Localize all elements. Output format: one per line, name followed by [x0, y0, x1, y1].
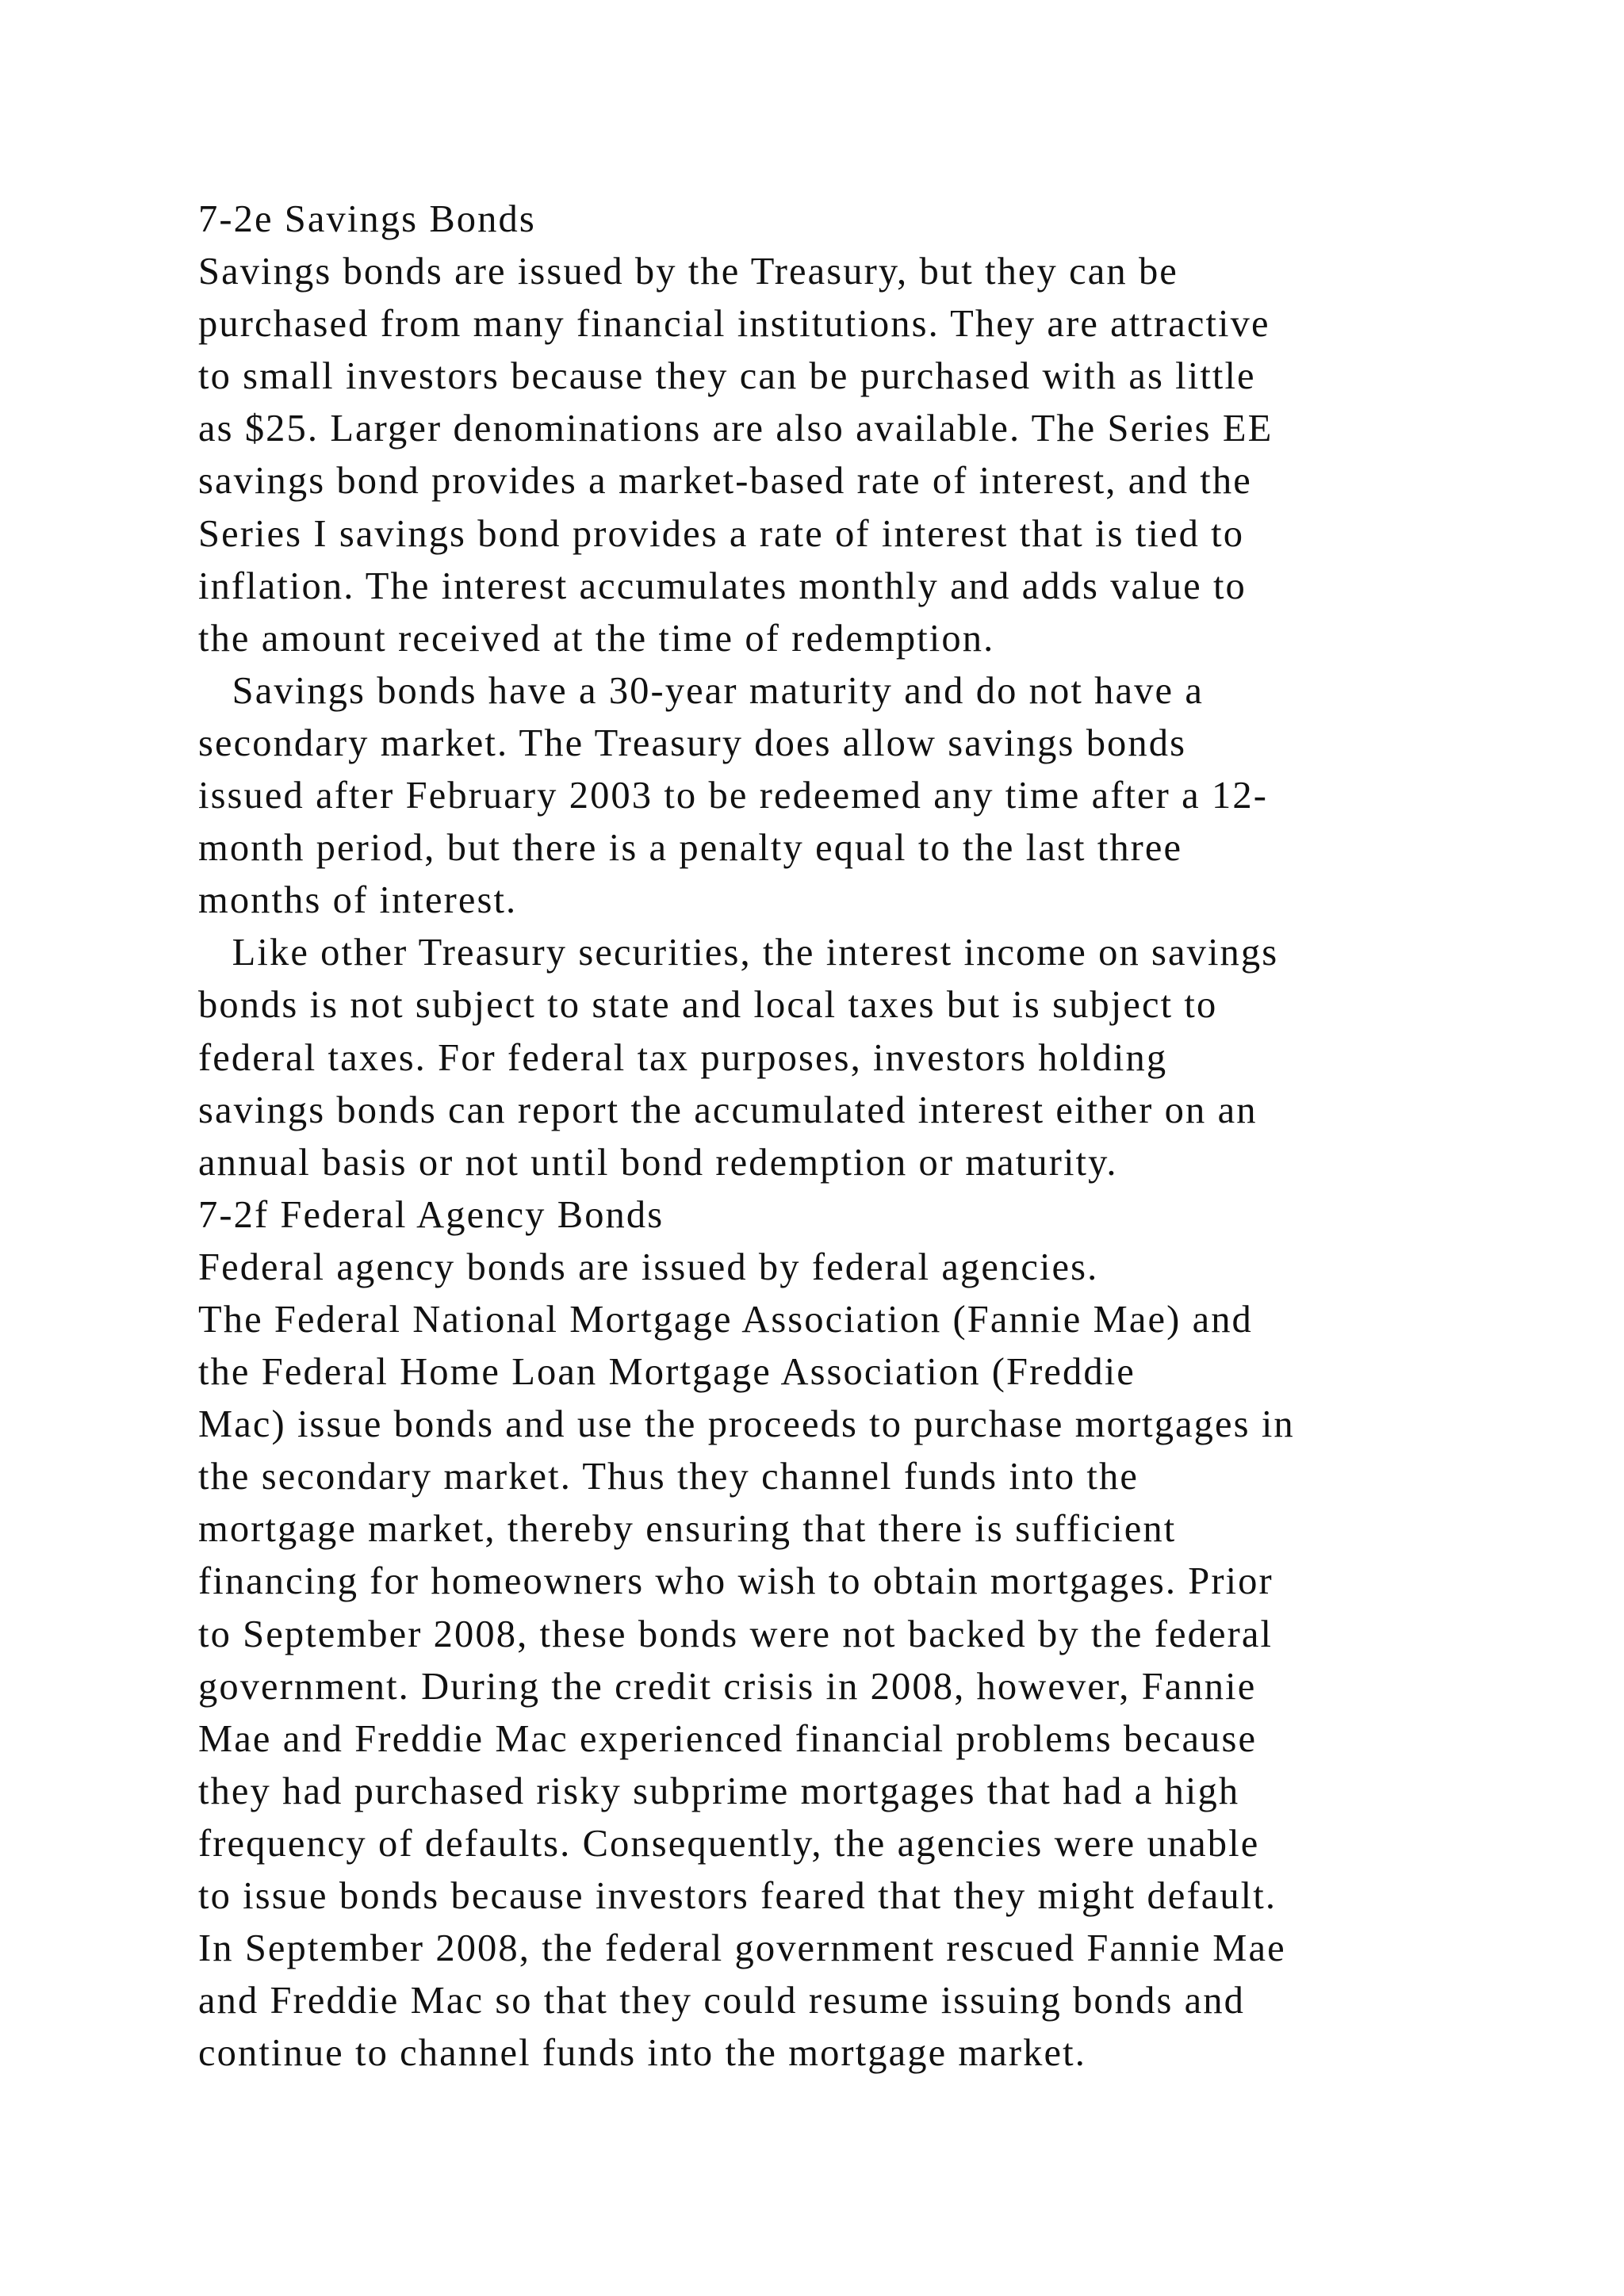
document-page	[198, 193, 1546, 2080]
text-line: savings bonds can report the accumulated interest either on an	[198, 1089, 1258, 1131]
text-line: to September 2008, these bonds were not backed by the federal	[198, 1613, 1274, 1655]
text-line: Savings bonds have a 30-year maturity and do not have a	[198, 669, 1204, 712]
text-line: The Federal National Mortgage Association (Fannie Mae) and	[198, 1298, 1253, 1341]
text-line: bonds is not subject to state and local taxes but is subject to	[198, 984, 1218, 1027]
text-line: secondary market. The Treasury does allow savings bonds	[198, 721, 1187, 764]
text-line: continue to channel funds into the mortgage market.	[198, 2032, 1086, 2075]
text-line: Series I savings bond provides a rate of interest that is tied to	[198, 512, 1245, 555]
text-line: as $25. Larger denominations are also available. The Series EE	[198, 408, 1274, 450]
text-line: month period, but there is a penalty equal to the last three	[198, 827, 1183, 870]
text-line: federal taxes. For federal tax purposes, investors holding	[198, 1036, 1168, 1079]
text-line: inflation. The interest accumulates monthly and adds value to	[198, 564, 1247, 607]
text-line: to issue bonds because investors feared that they might default.	[198, 1875, 1277, 1917]
text-line: to small investors because they can be purchased with as little	[198, 355, 1256, 398]
text-line: Federal agency bonds are issued by federal agencies.	[198, 1246, 1099, 1288]
text-line: the amount received at the time of redemption.	[198, 617, 995, 660]
text-line: mortgage market, thereby ensuring that there is sufficient	[198, 1508, 1177, 1551]
section-heading: 7-2e Savings Bonds	[198, 198, 536, 240]
text-line: Like other Treasury securities, the interest income on savings	[198, 932, 1279, 974]
text-line: the Federal Home Loan Mortgage Association (Freddie	[198, 1351, 1136, 1394]
text-line: Mae and Freddie Mac experienced financial problems because	[198, 1717, 1258, 1760]
text-line: financing for homeowners who wish to obtain mortgages. Prior	[198, 1560, 1274, 1603]
text-line: and Freddie Mac so that they could resume issuing bonds and	[198, 1980, 1246, 2022]
text-line: frequency of defaults. Consequently, the agencies were unable	[198, 1822, 1260, 1865]
text-line: issued after February 2003 to be redeemed any time after a 12-	[198, 775, 1268, 817]
text-line: annual basis or not until bond redemption or maturity.	[198, 1141, 1118, 1184]
text-line: the secondary market. Thus they channel funds into the	[198, 1456, 1139, 1498]
section-heading: 7-2f Federal Agency Bonds	[198, 1193, 665, 1236]
text-line: purchased from many financial institutions. They are attractive	[198, 303, 1270, 346]
text-line: savings bond provides a market-based rate of interest, and the	[198, 460, 1252, 503]
text-line: Mac) issue bonds and use the proceeds to purchase mortgages in	[198, 1403, 1295, 1446]
text-line: months of interest.	[198, 879, 518, 922]
text-line: they had purchased risky subprime mortgages that had a high	[198, 1770, 1240, 1812]
text-line: Savings bonds are issued by the Treasury, but they can be	[198, 251, 1178, 293]
text-line: government. During the credit crisis in 2008, however, Fannie	[198, 1665, 1257, 1708]
text-line: In September 2008, the federal government rescued Fannie Mae	[198, 1927, 1286, 1970]
